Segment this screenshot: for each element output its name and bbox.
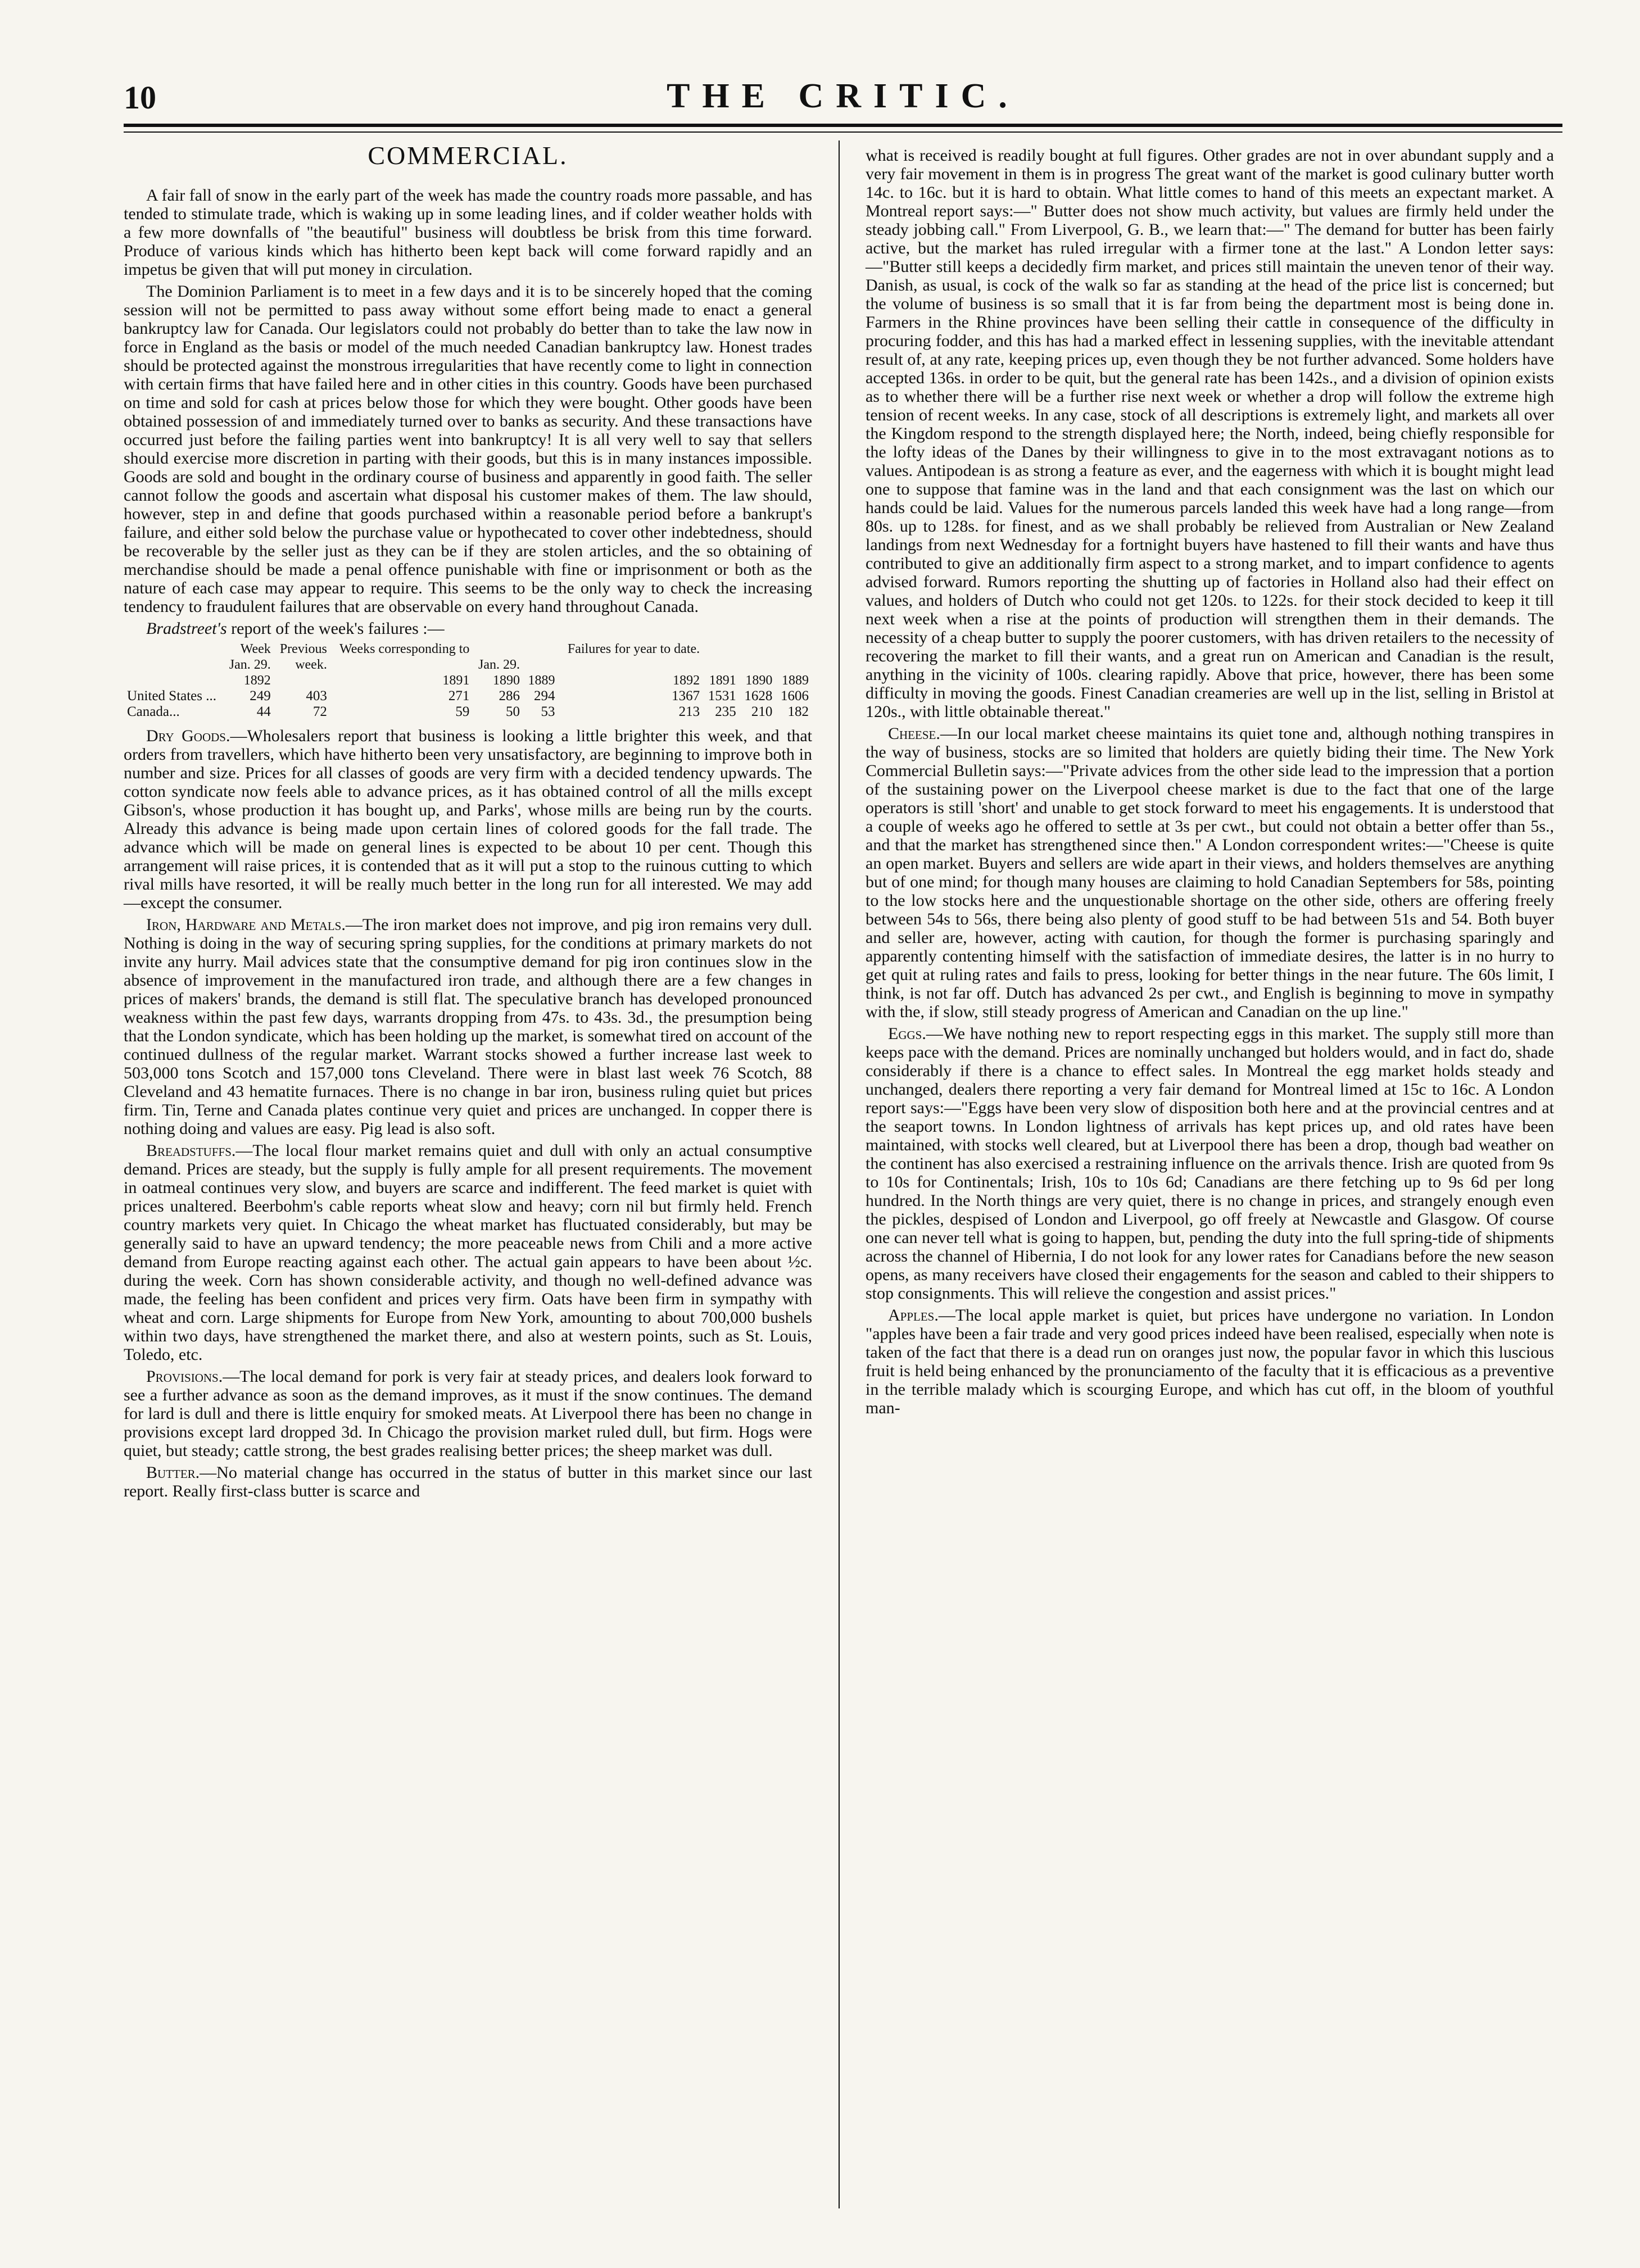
paragraph-text: —The local apple market is quiet, but prices have undergone no variation. In London "apples have been a fair trade and very good prices indeed have been realised, especially when note is taken of the fact that there is a dead run on oranges just now, the popular favor in which this luscious fruit is held being enhanced by the pronunciamento of the faculty that it is efficacious as a preventive in the terrible malady which is scourging Europe, and which has cut off, in the bloom of youthful man-	[866, 1306, 1554, 1417]
page-header	[124, 73, 1562, 127]
table-cell: Failures for year to date.	[567, 642, 700, 656]
header-rule	[124, 131, 1562, 133]
paragraph-lead: Cheese.	[888, 724, 940, 743]
table-cell: 286	[499, 688, 520, 704]
left-column	[124, 141, 812, 1504]
table-cell: Jan. 29.	[229, 657, 271, 672]
table-cell	[274, 673, 330, 688]
table-cell	[523, 657, 559, 673]
table-cell: 182	[787, 704, 809, 719]
table-row	[124, 688, 812, 704]
table-cell: Week	[240, 642, 271, 656]
table-cell: 1892	[243, 673, 271, 688]
table-cell: 1891	[709, 673, 736, 688]
paragraph-text: —The local demand for pork is very fair at steady prices, and dealers look forward to see a further advance as soon as the demand improves, as it must if the snow continues. The demand for lard is dull and there is little enquiry for smoked meats. At Liverpool there has been no change in provisions except lard dropped 3d. In Chicago the provision market ruled dull, but firm. Hogs were quiet, but steady; cattle strong, the best grades realising better prices; the sheep market was dull.	[124, 1367, 812, 1460]
table-cell: United States ...	[127, 688, 217, 704]
right-paragraph	[866, 1024, 1554, 1303]
paragraph-text: —In our local market cheese maintains its quiet tone and, although nothing transpires in the way of business, stocks are so limited that holders are quietly biding their time. The New York Commercial Bulletin says:—"Private advices from the other side lead to the impression that a portion of the sustaining power on the Liverpool cheese market is due to the fact that one of the large operators is still 'short' and unable to get stock forward to meet his engagements. It is understood that a couple of weeks ago he offered to settle at 3s per cwt., but could not obtain a better offer than 5s., and that the market has strengthened since then." A London correspondent writes:—"Cheese is quite an open market. Buyers and sellers are wide apart in their views, and holders themselves are anything but of one mind; for though many houses are claiming to hold Canadian Septembers for 58s, pointing to the low stocks here and the unquestionable shortage on the other side, others are offering freely between 54s to 56s, there being also plenty of good stuff to be had between 51s and 54. Both buyer and seller are, however, acting with caution, for though the former is purchasing sparingly and apparently contenting himself with the satisfaction of immediate desires, the latter is in no hurry to get quit at ruling rates and fails to press, looking for better things in the near future. The 60s limit, I think, is not far off. Dutch has advanced 2s per cwt., and English is beginning to move in sympathy with the, if slow, still steady progress of American and Canadian on the up line."	[866, 724, 1554, 1021]
table-row	[124, 704, 812, 720]
table-cell: 210	[751, 704, 773, 719]
failures-table	[124, 641, 812, 720]
column-divider	[839, 140, 840, 2208]
failures-caption	[124, 619, 812, 638]
table-cell: 1892	[673, 673, 700, 688]
table-cell: 235	[715, 704, 736, 719]
newspaper-page	[124, 73, 1562, 2220]
table-cell: 1891	[442, 673, 470, 688]
paragraph-text: —The iron market does not improve, and pig iron remains very dull. Nothing is doing in the way of securing spring supplies, for the conditions at primary markets do not invite any hurry. Mail advices state that the consumptive demand for pig iron continues slow in the absence of improvement in the manufactured iron trade, and although there are a few changes in prices of makers' brands, the demand is still flat. The speculative branch has developed pronounced weakness within the past few days, warrants dropping from 47s. to 43s. 3d., the presumption being that the London syndicate, which has been holding up the market, is somewhat tired on account of the continued dullness of the regular market. Warrant stocks showed a further increase last week to 503,000 tons Scotch and 157,000 tons Cleveland. There were in blast last week 76 Scotch, 88 Cleveland and 43 hematite furnaces. There is no change in bar iron, business ruling quiet but prices firm. Tin, Terne and Canada plates continue very quiet and prices are unchanged. In copper there is nothing doing and values are easy. Pig lead is also soft.	[124, 915, 812, 1138]
paragraph-text: —Wholesalers report that business is looking a little brighter this week, and that orders from travellers, which have hitherto been very unsatisfactory, are beginning to improve both in number and size. Prices for all classes of goods are very firm with a decided tendency upwards. The cotton syndicate now feels able to advance prices, as it has obtained control of all the mills except Gibson's, whose production it has bought up, and Parks', whose mills are being run by the courts. Already this advance is being made upon certain lines of colored goods for the fall trade. The advance which will be made on general lines is expected to be about 10 per cent. Though this arrangement will raise prices, it is contended that as it will put a stop to the ruinous cutting to which rival mills have resorted, it will be really much better in the long run for all interested. We may add —except the consumer.	[124, 727, 812, 912]
table-cell: 249	[250, 688, 271, 704]
table-cell	[523, 641, 559, 657]
right-paragraph	[866, 146, 1554, 721]
failures-caption-source: Bradstreet's	[146, 619, 227, 638]
table-cell: Jan. 29.	[478, 657, 520, 672]
left-paragraph	[124, 727, 812, 912]
table-cell: 44	[256, 704, 271, 719]
table-cell: Weeks corresponding to	[339, 642, 470, 656]
table-header-row	[124, 641, 812, 657]
table-cell	[703, 641, 740, 657]
page-number: 10	[124, 79, 156, 116]
left-paragraph	[124, 1367, 812, 1460]
table-cell	[124, 657, 224, 673]
table-cell: 403	[306, 688, 327, 704]
paragraph-lead: Apples.	[888, 1306, 939, 1324]
paragraph-lead: Eggs.	[888, 1024, 926, 1043]
table-cell: 1531	[708, 688, 736, 704]
right-paragraph	[866, 724, 1554, 1021]
paragraph-text: what is received is readily bought at full figures. Other grades are not in over abundant supply and a very fair movement in them is in progress The great want of the market is good culinary butter worth 14c. to 16c. but it is hard to obtain. What little comes to hand of this meets an expectant market. A Montreal report says:—" Butter does not show much activity, but values are firmly held under the steady jobbing call." From Liverpool, G. B., we learn that:—" The demand for butter has been fairly active, but the market has ruled irregular with a firmer tone at the last." A London letter says:—"Butter still keeps a decidedly firm market, and prices still maintain the uneven tenor of their way. Danish, as usual, is cock of the walk so far as standing at the head of the price list is concerned; but the volume of business is so small that it is far from being the department most is being done in. Farmers in the Rhine provinces have been selling their cattle in consequence of the difficulty in procuring fodder, and this has had a marked effect in lessening supplies, with the inevitable attendant result of, at any rate, keeping prices up, even though they be not further advanced. Some holders have accepted 136s. in order to be quit, but the general rate has been 142s., and a division of opinion exists as to whether there will be a further rise next week or whether a drop will follow the extreme high tension of recent weeks. In any case, stock of all descriptions is extremely light, and markets all over the Kingdom respond to the strength displayed here; the North, indeed, being chiefly responsible for the lofty ideas of the Danes by their willingness to give in to the most extravagant notions as to values. Antipodean is as strong a feature as ever, and the eagerness with which it is bought might lead one to suppose that famine was in the land and that each consignment was the last on which our hands could be laid. Values for the numerous parcels landed this week have had a long range—from 80s. up to 128s. for finest, and as we shall probably be relieved from Australian or New Zealand landings from next Wednesday for a fortnight buyers have hastened to fill their wants and have thus contributed to give an additionally firm aspect to a strong market, and to impart confidence to agents advised forward. Rumors reporting the shutting up of factories in Holland also had their effect on values, and holders of Dutch who could not get 120s. to 122s. for their stock decided to keep it till next week when a rise at the points of production will strengthen them in their demands. The necessity of a cheap butter to supply the poorer customers, with has driven retailers to the necessity of recovering the market to fill their wants, and a great run on American and Canadian is the result, anything in the vicinity of 100s. clearing rapidly. Above that price, however, there has been some difficulty in moving the goods. Finest Canadian creameries are well up in the list, selling in Bristol at 120s., with little obtainable thereat."	[866, 146, 1554, 721]
table-cell: 1367	[672, 688, 700, 704]
table-cell: 1628	[744, 688, 773, 704]
paragraph-text: —No material change has occurred in the status of butter in this market since our last report. Really first-class butter is scarce and	[124, 1463, 812, 1500]
table-cell: Previous	[279, 642, 327, 656]
table-cell: 1606	[781, 688, 809, 704]
paragraph-lead: Provisions.	[146, 1367, 223, 1386]
section-title: COMMERCIAL.	[368, 141, 568, 170]
table-cell	[473, 641, 523, 657]
table-cell: 213	[678, 704, 700, 719]
table-cell: Canada...	[127, 704, 180, 719]
table-cell: 53	[541, 704, 555, 719]
left-paragraph	[124, 1463, 812, 1500]
left-paragraph	[124, 1141, 812, 1364]
paragraph-lead: Dry Goods.	[146, 727, 230, 745]
table-cell	[124, 641, 224, 657]
table-header-row	[124, 673, 812, 688]
table-cell	[330, 657, 473, 673]
table-cell: 271	[448, 688, 470, 704]
right-paragraph	[866, 1306, 1554, 1417]
table-cell	[703, 657, 740, 673]
table-cell	[124, 673, 224, 688]
paragraph-lead: Butter.	[146, 1463, 200, 1482]
paragraph-lead: Breadstuffs.	[146, 1141, 236, 1160]
intro-paragraph-2: The Dominion Parliament is to meet in a few days and it is to be sincerely hoped that the coming session will not be permitted to pass away without some effort being made to enact a general bankruptcy law for Canada. Our legislators could not probably do better than to take the law now in force in England as the basis or model of the much needed Canadian bankruptcy law. Honest trades should be protected against the monstrous irregularities that have recently come to light in connection with certain firms that have failed here and in other cities in this country. Goods have been purchased on time and sold for cash at prices below those for which they were bought. Other goods have been obtained possession of and immediately turned over to banks as security. And these transactions have occurred just before the failing parties went into bankruptcy! It is all very well to say that sellers should exercise more discretion in parting with their goods, but this is in many instances impossible. Goods are sold and bought in the ordinary course of business and apparently in good faith. The seller cannot follow the goods and ascertain what disposal his customer makes of them. The law should, however, step in and define that goods purchased within a reasonable period before a bankrupt's failure, and either sold below the purchase value or hypothecated to cover other indebtedness, should be recoverable by the seller just as they can be if they are stolen articles, and the so obtaining of merchandise should be made a penal offence punishable with fine or imprisonment or both as the nature of each case may appear to require. This seems to be the only way to check the increasing tendency to fraudulent failures that are observable on every hand throughout Canada.	[124, 282, 812, 616]
table-cell	[740, 641, 776, 657]
table-cell: 59	[455, 704, 470, 719]
table-cell: 1889	[528, 673, 555, 688]
paragraph-text: —We have nothing new to report respecting eggs in this market. The supply still more than keeps pace with the demand. Prices are nominally unchanged but holders would, and in fact do, shade considerably if there is a chance to effect sales. In Montreal the egg market holds steady and unchanged, dealers there reporting a very fair demand for Montreal limed at 15c to 16c. A London report says:—"Eggs have been very slow of disposition both here and at the provincial centres and at the seaport towns. In London lightness of arrivals has kept prices up, and old rates have been maintained, with stocks well cleared, but at Liverpool there has been a drop, though bad weather on the continent has also exercised a restraining influence on the arrivals thence. Irish are quoted from 9s to 10s for Continentals; Irish, 10s to 10s 6d; Canadians are there fetching up to 9s 6d per long hundred. In the North things are very quiet, there is no change in prices, and strangely enough even the pickles, despised of London and Liverpool, go off freely at Newcastle and Glasgow. Of course one can never tell what is going to happen, but, pending the duty into the full spring-tide of shipments across the channel of Hibernia, I do not look for any lower rates for Canadians before the new season opens, as many receivers have closed their engagements for the season and cabled to their shippers to stop consignments. This will relieve the congestion and assist prices."	[866, 1024, 1554, 1303]
table-cell	[776, 641, 812, 657]
left-paragraph	[124, 915, 812, 1138]
failures-caption-text: report of the week's failures :—	[226, 619, 445, 638]
table-cell	[559, 657, 704, 673]
paragraph-text: —The local flour market remains quiet and dull with only an actual consumptive demand. Prices are steady, but the supply is fully ample for all present requirements. The movement in oatmeal continues very slow, and buyers are scarce and indifferent. The feed market is quiet with prices unaltered. Beerbohm's cable reports wheat slow and heavy; corn nil but firmly held. French country markets very quiet. In Chicago the wheat market has fluctuated considerably, but may be generally said to have an upward tendency; the more peaceable news from Chili and a more active demand from Europe reacting against each other. The actual gain appears to have been about ½c. during the week. Corn has shown considerable activity, and though no well-defined advance was made, the feeling has been confident and prices very firm. Oats have been firm in sympathy with wheat and corn. Large shipments for Europe from New York, amounting to about 700,000 bushels within two days, have strengthened the market there, and also at western points, such as St. Louis, Toledo, etc.	[124, 1141, 812, 1364]
intro-paragraph-1: A fair fall of snow in the early part of the week has made the country roads more passable, and has tended to stimulate trade, which is waking up in some leading lines, and if colder weather holds with a few more downfalls of "the beautiful" business will doubtless be brisk from this time forward. Produce of various kinds which has hitherto been kept back will come forward rapidly and an impetus be given that will put money in circulation.	[124, 186, 812, 279]
table-cell: 72	[312, 704, 327, 719]
table-header-row	[124, 657, 812, 673]
table-cell: 50	[506, 704, 520, 719]
table-cell: 1890	[493, 673, 520, 688]
paragraph-lead: Iron, Hardware and Metals.	[146, 915, 346, 934]
table-cell: 1889	[782, 673, 809, 688]
masthead-title: THE CRITIC.	[667, 77, 1020, 115]
table-cell: 294	[534, 688, 555, 704]
table-cell: week.	[295, 657, 327, 672]
right-column	[866, 146, 1554, 1421]
table-cell: 1890	[745, 673, 773, 688]
table-cell	[776, 657, 812, 673]
table-cell	[740, 657, 776, 673]
